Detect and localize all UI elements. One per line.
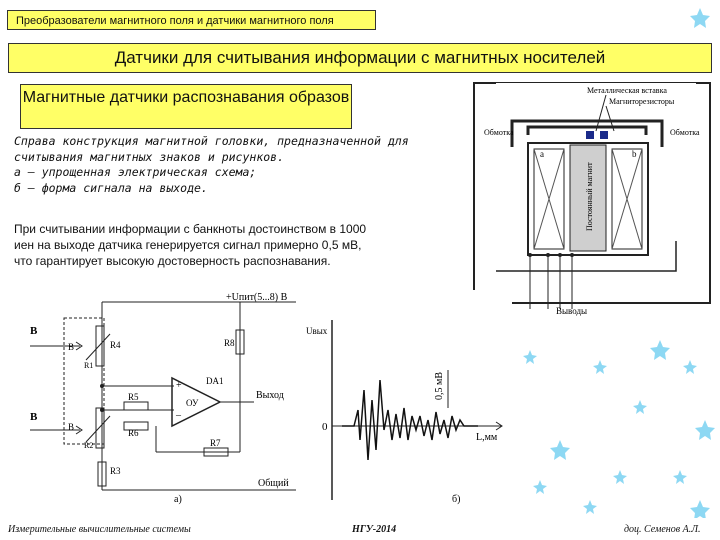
slide-title: Датчики для считывания информации с магнитных носителей bbox=[8, 43, 712, 73]
field-b1-label: B bbox=[30, 325, 38, 337]
r4-label: R4 bbox=[110, 340, 121, 350]
signal-caption: б) bbox=[452, 494, 461, 505]
circuit-schematic bbox=[14, 290, 304, 520]
zero-label: 0 bbox=[322, 421, 328, 433]
description-plain bbox=[14, 221, 454, 269]
footer-author: доц. Семенов А.Л. bbox=[624, 524, 701, 535]
r3-label: R3 bbox=[110, 466, 121, 476]
da1-label: DA1 bbox=[206, 376, 224, 386]
description-italic bbox=[14, 134, 454, 196]
slide-footer bbox=[0, 518, 720, 540]
footer-university: НГУ-2014 bbox=[352, 524, 397, 535]
r6-label: R6 bbox=[128, 428, 139, 438]
point-b-label: b bbox=[632, 149, 637, 159]
opamp-label: ОУ bbox=[186, 398, 199, 408]
description-line: При считывании информации с банкноты достоинством в 1000 bbox=[14, 222, 367, 236]
r8-label: R8 bbox=[224, 338, 235, 348]
description-line: б – форма сигнала на выходе. bbox=[14, 180, 208, 195]
magnetoresistor-label: Магниторезисторы bbox=[609, 97, 675, 106]
footer-course: Измерительные вычислительные системы bbox=[8, 524, 191, 535]
description-line: что гарантирует высокую достоверность распознавания. bbox=[14, 254, 331, 268]
r7-label: R7 bbox=[210, 438, 221, 448]
leads-label: Выводы bbox=[556, 306, 588, 316]
signal-x-label: L,мм bbox=[476, 432, 498, 443]
description-line: Справа конструкция магнитной головки, предназначенной для bbox=[14, 134, 409, 148]
coil-right-label: Обмотка bbox=[670, 128, 700, 137]
plus-input-label: + bbox=[176, 380, 182, 391]
magnetic-head-diagram bbox=[456, 81, 720, 321]
inner-b-label: B bbox=[68, 422, 75, 432]
slide-subtitle: Магнитные датчики распознавания образов bbox=[20, 84, 352, 129]
minus-input-label: – bbox=[176, 410, 181, 421]
magnet-label: Постоянный магнит bbox=[585, 162, 594, 231]
r2-label: R2 bbox=[84, 441, 94, 450]
scale-label: 0,5 мВ bbox=[434, 372, 445, 400]
circuit-caption: а) bbox=[174, 494, 182, 505]
presentation-banner: Преобразователи магнитного поля и датчики магнитного поля bbox=[7, 10, 376, 30]
output-signal-plot bbox=[302, 290, 512, 520]
coil-left-label: Обмотка bbox=[484, 128, 514, 137]
inner-b-label: B bbox=[68, 342, 75, 352]
signal-waveform bbox=[342, 380, 478, 460]
description-line: считывания магнитных знаков и рисунков. bbox=[14, 149, 285, 164]
field-b2-label: B bbox=[30, 411, 38, 423]
description-line: а – упрощенная электрическая схема; bbox=[14, 165, 257, 179]
insert-label: Металлическая вставка bbox=[587, 86, 667, 95]
output-label: Выход bbox=[256, 390, 284, 401]
signal-y-label: Uвых bbox=[306, 326, 328, 336]
r1-label: R1 bbox=[84, 361, 94, 370]
supply-label: +Uпит(5...8) В bbox=[226, 292, 288, 303]
description-line: иен на выходе датчика генерируется сигнал примерно 0,5 мВ, bbox=[14, 238, 362, 252]
point-a-label: a bbox=[540, 149, 544, 159]
common-label: Общий bbox=[258, 478, 289, 489]
r5-label: R5 bbox=[128, 392, 139, 402]
